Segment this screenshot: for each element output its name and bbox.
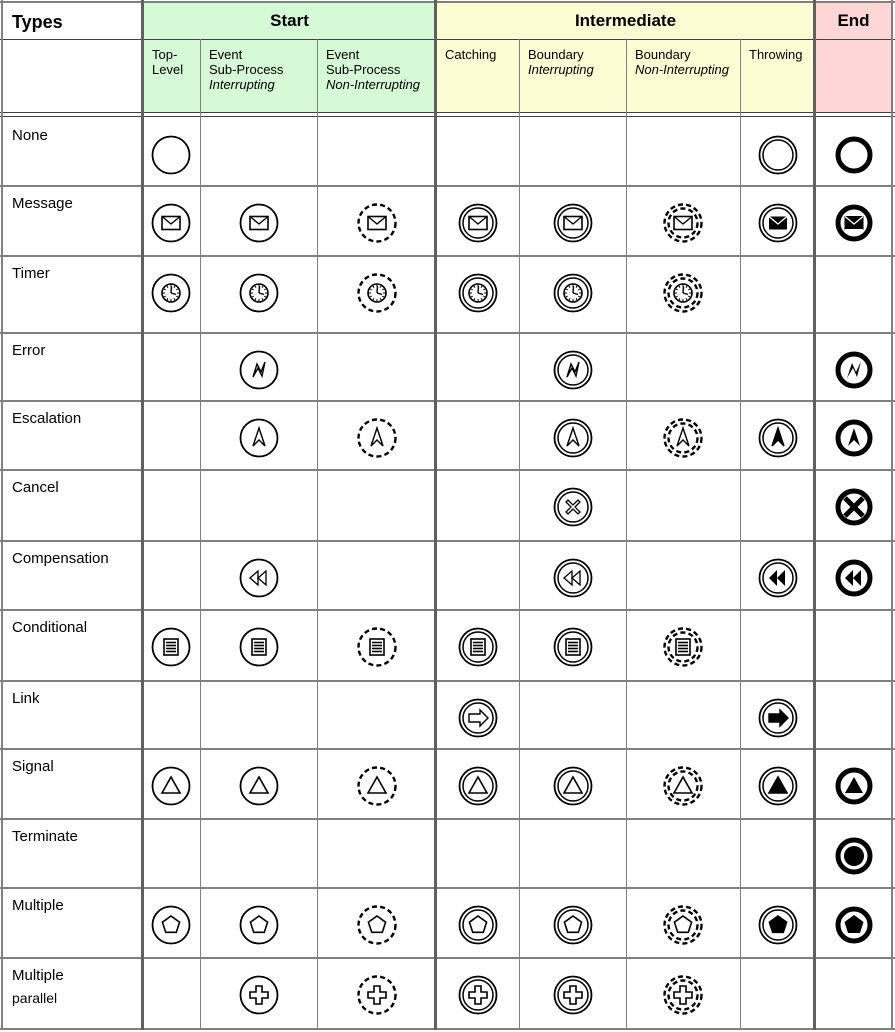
escalation-event-icon <box>756 416 800 465</box>
multiple-event-icon <box>661 903 705 952</box>
grid-line-h <box>0 1028 895 1030</box>
parallel-event-icon <box>456 973 500 1022</box>
row-label-text: Link <box>12 690 40 707</box>
column-header <box>317 39 436 92</box>
column-header-line1: Boundary <box>635 47 691 62</box>
timer-event-icon <box>551 271 595 320</box>
row-label-text: Multiple <box>12 967 64 984</box>
parallel-event-icon <box>355 973 399 1022</box>
error-event-icon <box>237 348 281 397</box>
column-header <box>200 39 317 92</box>
message-event-icon <box>456 201 500 250</box>
error-event-icon <box>551 348 595 397</box>
row-label-text: Compensation <box>12 550 109 567</box>
compensation-event-icon <box>832 556 876 605</box>
grid-line-v <box>519 39 520 1030</box>
row-label-terminate <box>0 818 78 848</box>
error-event-icon <box>832 348 876 397</box>
grid-line-v <box>891 0 893 1030</box>
escalation-event-icon <box>355 416 399 465</box>
timer-event-icon <box>237 271 281 320</box>
column-header <box>519 39 626 77</box>
grid-line-h <box>0 748 895 750</box>
grid-line-h <box>0 680 895 682</box>
multiple-event-icon <box>756 903 800 952</box>
column-header-line1: Catching <box>445 47 497 62</box>
parallel-event-icon <box>551 973 595 1022</box>
row-label-error <box>0 332 45 362</box>
signal-event-icon <box>456 764 500 813</box>
row-label-parallel <box>0 957 64 1009</box>
terminate-event-icon <box>832 834 876 883</box>
row-label-cancel <box>0 469 59 499</box>
grid-line-v <box>740 39 741 1030</box>
grid-line-h <box>0 39 895 40</box>
row-label-compensation <box>0 540 109 570</box>
none-event-icon <box>832 133 876 182</box>
signal-event-icon <box>756 764 800 813</box>
message-event-icon <box>149 201 193 250</box>
parallel-event-icon <box>661 973 705 1022</box>
row-label-text: Terminate <box>12 828 78 845</box>
column-header <box>626 39 740 77</box>
escalation-event-icon <box>661 416 705 465</box>
escalation-event-icon <box>237 416 281 465</box>
signal-event-icon <box>551 764 595 813</box>
column-header-line1: Event <box>326 47 360 62</box>
row-label-text: Message <box>12 195 73 212</box>
multiple-event-icon <box>832 903 876 952</box>
row-label-text: Conditional <box>12 619 88 636</box>
signal-event-icon <box>237 764 281 813</box>
grid-line-h <box>0 116 895 117</box>
grid-line-h <box>0 540 895 542</box>
conditional-event-icon <box>551 625 595 674</box>
message-event-icon <box>355 201 399 250</box>
header-group-title: Intermediate <box>574 11 677 30</box>
timer-event-icon <box>661 271 705 320</box>
row-label-timer <box>0 255 50 285</box>
column-header-qualifier: Interrupting <box>209 77 275 92</box>
message-event-icon <box>756 201 800 250</box>
grid-line-h <box>0 887 895 889</box>
grid-line-v <box>1 0 3 1030</box>
multiple-event-icon <box>237 903 281 952</box>
conditional-event-icon <box>237 625 281 674</box>
grid-line-v <box>200 39 201 1030</box>
cancel-event-icon <box>832 485 876 534</box>
column-header-qualifier: Non-Interrupting <box>326 77 420 92</box>
grid-line-v <box>626 39 627 1030</box>
row-label-text: None <box>12 127 48 144</box>
multiple-event-icon <box>149 903 193 952</box>
row-label-signal <box>0 748 54 778</box>
signal-event-icon <box>355 764 399 813</box>
column-header-line2: Level <box>152 62 184 77</box>
row-label-subtext: parallel <box>12 990 58 1006</box>
column-header <box>436 39 519 62</box>
grid-line-h <box>0 609 895 611</box>
column-header-qualifier: Interrupting <box>528 62 594 77</box>
grid-line-h <box>0 185 895 187</box>
signal-event-icon <box>149 764 193 813</box>
row-label-message <box>0 185 73 215</box>
escalation-event-icon <box>832 416 876 465</box>
grid-line-h <box>0 818 895 820</box>
column-header-line2: Sub-Process <box>326 62 401 77</box>
column-header-line1: Boundary <box>528 47 584 62</box>
multiple-event-icon <box>456 903 500 952</box>
timer-event-icon <box>149 271 193 320</box>
conditional-event-icon <box>355 625 399 674</box>
row-label-text: Multiple <box>12 897 64 914</box>
multiple-event-icon <box>551 903 595 952</box>
link-event-icon <box>456 696 500 745</box>
escalation-event-icon <box>551 416 595 465</box>
row-label-text: Error <box>12 342 46 359</box>
column-header <box>740 39 815 62</box>
none-event-icon <box>149 133 193 182</box>
grid-line-v <box>813 0 816 1030</box>
header-group-title: Start <box>270 11 309 30</box>
row-label-none <box>0 117 48 147</box>
grid-line-v <box>317 39 318 1030</box>
column-header <box>815 39 892 47</box>
compensation-event-icon <box>756 556 800 605</box>
message-event-icon <box>832 201 876 250</box>
grid-line-h <box>0 112 895 113</box>
cancel-event-icon <box>551 485 595 534</box>
grid-line-h <box>0 255 895 257</box>
grid-line-v <box>141 0 144 1030</box>
multiple-event-icon <box>355 903 399 952</box>
grid-line-h <box>0 469 895 471</box>
row-label-text: Escalation <box>12 410 82 427</box>
row-label-multiple <box>0 887 64 917</box>
message-event-icon <box>237 201 281 250</box>
timer-event-icon <box>355 271 399 320</box>
parallel-event-icon <box>237 973 281 1022</box>
compensation-event-icon <box>551 556 595 605</box>
column-header-line1: Event <box>209 47 243 62</box>
grid-line-h <box>0 957 895 959</box>
column-header-line2: Sub-Process <box>209 62 284 77</box>
grid-line-h <box>0 332 895 334</box>
signal-event-icon <box>832 764 876 813</box>
row-label-escalation <box>0 400 81 430</box>
column-header-qualifier: Non-Interrupting <box>635 62 729 77</box>
row-label-text: Cancel <box>12 479 59 496</box>
grid-line-v <box>434 0 437 1030</box>
row-label-link <box>0 680 40 710</box>
conditional-event-icon <box>456 625 500 674</box>
conditional-event-icon <box>661 625 705 674</box>
message-event-icon <box>551 201 595 250</box>
link-event-icon <box>756 696 800 745</box>
row-label-text: Timer <box>12 265 50 282</box>
signal-event-icon <box>661 764 705 813</box>
grid-line-h <box>0 400 895 402</box>
compensation-event-icon <box>237 556 281 605</box>
message-event-icon <box>661 201 705 250</box>
types-header: Types <box>12 12 63 32</box>
grid-line-h <box>0 1 895 3</box>
row-label-conditional <box>0 609 87 639</box>
row-label-text: Signal <box>12 758 54 775</box>
column-header-line1: Throwing <box>749 47 803 62</box>
timer-event-icon <box>456 271 500 320</box>
column-header <box>143 39 200 77</box>
conditional-event-icon <box>149 625 193 674</box>
column-header-line1: Top- <box>152 47 178 62</box>
header-group-title: End <box>837 11 870 30</box>
none-event-icon <box>756 133 800 182</box>
